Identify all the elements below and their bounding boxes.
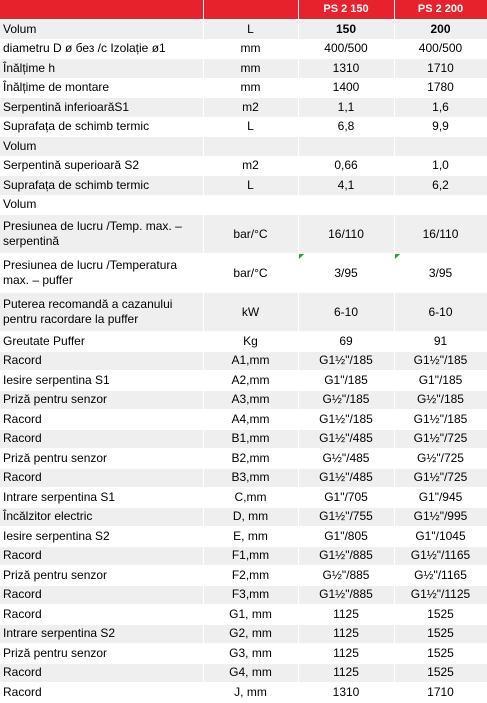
row-value-ps2-200: G1"/945 — [394, 488, 487, 508]
table-row — [0, 585, 487, 605]
row-value-ps2-150: 1310 — [298, 59, 394, 79]
table-row — [0, 117, 487, 137]
row-value-ps2-150: G½"/485 — [298, 449, 394, 469]
row-value-ps2-200: 1780 — [394, 78, 487, 98]
table-row — [0, 410, 487, 430]
row-value-ps2-200: 200 — [394, 20, 487, 40]
row-value-ps2-150: G1½"/885 — [298, 546, 394, 566]
row-label: Iesire serpentina S2 — [0, 527, 203, 547]
row-label: Racord — [0, 468, 203, 488]
row-unit: mm — [203, 59, 298, 79]
row-value-ps2-200: 1525 — [394, 624, 487, 644]
table-row — [0, 390, 487, 410]
row-label: Suprafața de schimb termic — [0, 176, 203, 196]
table-row — [0, 449, 487, 469]
row-value-ps2-150: 1,1 — [298, 98, 394, 118]
table-row — [0, 429, 487, 449]
row-label: Priză pentru senzor — [0, 449, 203, 469]
row-unit: G4, mm — [203, 663, 298, 683]
row-value-ps2-150 — [298, 195, 394, 215]
table-row — [0, 527, 487, 547]
row-unit: A1,mm — [203, 351, 298, 371]
row-value-ps2-200: 9,9 — [394, 117, 487, 137]
row-label: Presiunea de lucru /Temperatura max. – puffer — [0, 254, 203, 293]
table-row — [0, 332, 487, 352]
row-unit: E, mm — [203, 527, 298, 547]
row-label: Volum — [0, 20, 203, 40]
row-value-ps2-150: 0,66 — [298, 156, 394, 176]
row-value-ps2-150: G1½"/185 — [298, 410, 394, 430]
row-unit: L — [203, 20, 298, 40]
header-cell-ps2-150: PS 2 150 — [298, 0, 394, 20]
row-label: Racord — [0, 429, 203, 449]
row-value-ps2-200: G1½"/1125 — [394, 585, 487, 605]
row-value-ps2-200: G1½"/1165 — [394, 546, 487, 566]
row-unit: mm — [203, 39, 298, 59]
row-unit — [203, 137, 298, 157]
row-value-ps2-200 — [394, 195, 487, 215]
row-unit: F2,mm — [203, 566, 298, 586]
row-value-ps2-200: 1,6 — [394, 98, 487, 118]
table-row — [0, 59, 487, 79]
table-row — [0, 254, 487, 293]
table-row — [0, 644, 487, 664]
row-value-ps2-150: 1125 — [298, 605, 394, 625]
row-unit: G3, mm — [203, 644, 298, 664]
row-label: Intrare serpentina S1 — [0, 488, 203, 508]
row-label: Racord — [0, 546, 203, 566]
row-label: Volum — [0, 195, 203, 215]
row-unit: L — [203, 176, 298, 196]
table-body — [0, 20, 487, 703]
table-row — [0, 663, 487, 683]
row-label: Priză pentru senzor — [0, 390, 203, 410]
row-label: Racord — [0, 663, 203, 683]
table-row — [0, 468, 487, 488]
row-value-ps2-150: 150 — [298, 20, 394, 40]
row-label: Suprafața de schimb termic — [0, 117, 203, 137]
table-row — [0, 137, 487, 157]
row-unit — [203, 195, 298, 215]
row-value-ps2-200: G1½"/725 — [394, 468, 487, 488]
row-unit: B2,mm — [203, 449, 298, 469]
row-value-ps2-200: 1710 — [394, 683, 487, 703]
row-unit: C,mm — [203, 488, 298, 508]
row-unit: G1, mm — [203, 605, 298, 625]
table-row — [0, 293, 487, 332]
row-value-ps2-200: G1"/185 — [394, 371, 487, 391]
row-unit: D, mm — [203, 507, 298, 527]
row-value-ps2-150: 16/110 — [298, 215, 394, 254]
table-row — [0, 78, 487, 98]
row-value-ps2-200: 1525 — [394, 605, 487, 625]
row-value-ps2-150: G1½"/485 — [298, 429, 394, 449]
row-label: Presiunea de lucru /Temp. max. – serpentină — [0, 215, 203, 254]
table-row — [0, 371, 487, 391]
row-value-ps2-150: G1½"/485 — [298, 468, 394, 488]
row-unit: Kg — [203, 332, 298, 352]
table-row — [0, 566, 487, 586]
row-value-ps2-200: G½"/725 — [394, 449, 487, 469]
row-value-ps2-150: 1125 — [298, 644, 394, 664]
table-row — [0, 507, 487, 527]
table-row — [0, 215, 487, 254]
row-unit: kW — [203, 293, 298, 332]
row-label: Racord — [0, 585, 203, 605]
row-value-ps2-200: 400/500 — [394, 39, 487, 59]
row-label: Racord — [0, 410, 203, 430]
row-value-ps2-150: 1125 — [298, 663, 394, 683]
table-row — [0, 683, 487, 703]
row-value-ps2-200: 1,0 — [394, 156, 487, 176]
row-value-ps2-200: 6,2 — [394, 176, 487, 196]
row-label: Încălzitor electric — [0, 507, 203, 527]
row-label: diametru D ø без /c Izolație ø1 — [0, 39, 203, 59]
row-unit: F1,mm — [203, 546, 298, 566]
row-label: Puterea recomandă a cazanului pentru racordare la puffer — [0, 293, 203, 332]
row-value-ps2-200: 1525 — [394, 663, 487, 683]
row-value-ps2-200: G½"/185 — [394, 390, 487, 410]
row-value-ps2-150: G1"/705 — [298, 488, 394, 508]
row-unit: B3,mm — [203, 468, 298, 488]
row-value-ps2-150: G1"/805 — [298, 527, 394, 547]
row-label: Racord — [0, 683, 203, 703]
row-unit: m2 — [203, 98, 298, 118]
row-value-ps2-150: 400/500 — [298, 39, 394, 59]
table-row — [0, 176, 487, 196]
row-label: Priză pentru senzor — [0, 566, 203, 586]
row-value-ps2-200: 1710 — [394, 59, 487, 79]
row-unit: A3,mm — [203, 390, 298, 410]
table-row — [0, 156, 487, 176]
row-value-ps2-200: 16/110 — [394, 215, 487, 254]
row-unit: F3,mm — [203, 585, 298, 605]
header-row — [0, 0, 487, 20]
row-value-ps2-200: G1½"/185 — [394, 410, 487, 430]
table-row — [0, 546, 487, 566]
table-row — [0, 351, 487, 371]
row-value-ps2-200: 6-10 — [394, 293, 487, 332]
row-unit: bar/°C — [203, 215, 298, 254]
row-label: Iesire serpentina S1 — [0, 371, 203, 391]
table-row — [0, 98, 487, 118]
row-value-ps2-150: 6,8 — [298, 117, 394, 137]
row-value-ps2-200: G1½"/185 — [394, 351, 487, 371]
row-value-ps2-200: G1½"/725 — [394, 429, 487, 449]
row-value-ps2-200: 91 — [394, 332, 487, 352]
row-unit: L — [203, 117, 298, 137]
row-value-ps2-150: 3/95 — [298, 254, 394, 293]
row-value-ps2-150: G1½"/885 — [298, 585, 394, 605]
table-row — [0, 20, 487, 40]
row-unit: J, mm — [203, 683, 298, 703]
row-value-ps2-150: 6-10 — [298, 293, 394, 332]
row-unit: G2, mm — [203, 624, 298, 644]
row-value-ps2-150: 1310 — [298, 683, 394, 703]
row-label: Înălțime de montare — [0, 78, 203, 98]
row-label: Racord — [0, 351, 203, 371]
header-cell-ps2-200: PS 2 200 — [394, 0, 487, 20]
header-cell-unit — [203, 0, 298, 20]
row-value-ps2-200: G1"/1045 — [394, 527, 487, 547]
row-label: Greutate Puffer — [0, 332, 203, 352]
table-row — [0, 488, 487, 508]
table-row — [0, 195, 487, 215]
row-unit: A4,mm — [203, 410, 298, 430]
row-value-ps2-150: 1400 — [298, 78, 394, 98]
row-unit: m2 — [203, 156, 298, 176]
row-label: Volum — [0, 137, 203, 157]
row-value-ps2-150: G1½"/755 — [298, 507, 394, 527]
row-unit: A2,mm — [203, 371, 298, 391]
table-row — [0, 605, 487, 625]
row-value-ps2-150 — [298, 137, 394, 157]
row-value-ps2-150: G1½"/185 — [298, 351, 394, 371]
row-label: Priză pentru senzor — [0, 644, 203, 664]
row-value-ps2-150: 4,1 — [298, 176, 394, 196]
row-value-ps2-150: 1125 — [298, 624, 394, 644]
row-value-ps2-200: G½"/1165 — [394, 566, 487, 586]
row-value-ps2-200: 3/95 — [394, 254, 487, 293]
row-value-ps2-200: 1525 — [394, 644, 487, 664]
row-label: Intrare serpentina S2 — [0, 624, 203, 644]
row-value-ps2-150: G½"/885 — [298, 566, 394, 586]
row-value-ps2-200: G1½"/995 — [394, 507, 487, 527]
table-row — [0, 39, 487, 59]
row-label: Înălțime h — [0, 59, 203, 79]
header-cell-label — [0, 0, 203, 20]
row-value-ps2-150: G½"/185 — [298, 390, 394, 410]
row-value-ps2-150: G1"/185 — [298, 371, 394, 391]
row-label: Serpentină superioară S2 — [0, 156, 203, 176]
table-row — [0, 624, 487, 644]
row-label: Racord — [0, 605, 203, 625]
row-value-ps2-200 — [394, 137, 487, 157]
row-unit: bar/°C — [203, 254, 298, 293]
row-label: Serpentină inferioarăS1 — [0, 98, 203, 118]
row-unit: mm — [203, 78, 298, 98]
row-value-ps2-150: 69 — [298, 332, 394, 352]
row-unit: B1,mm — [203, 429, 298, 449]
